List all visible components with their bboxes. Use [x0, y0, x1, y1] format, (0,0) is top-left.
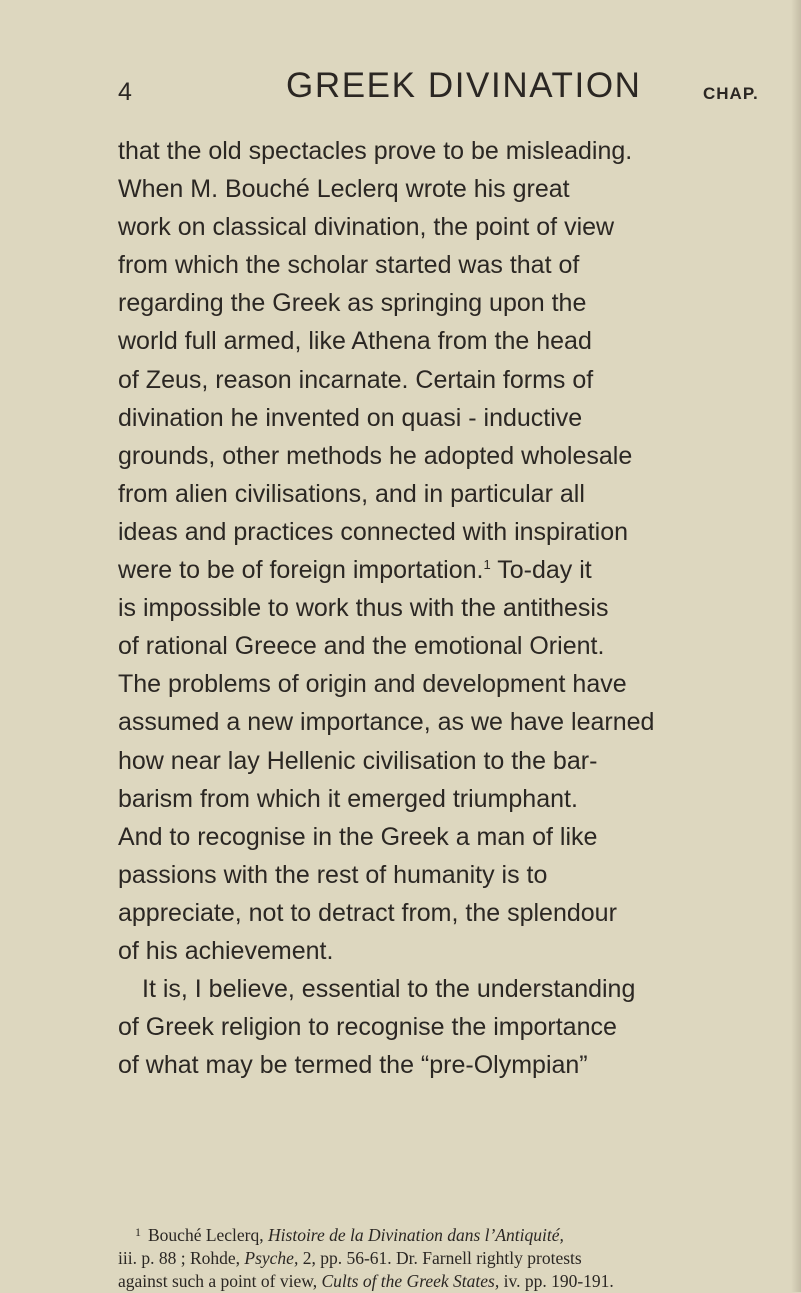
text-line: of Greek religion to recognise the importance: [118, 1013, 617, 1042]
text-line: from which the scholar started was that of: [118, 251, 580, 280]
footnote-text: 2, pp. 56-61. Dr. Farnell rightly protests: [298, 1248, 582, 1268]
footnote-title: Psyche,: [244, 1248, 299, 1268]
footnote-text: Bouché Leclerq,: [148, 1225, 269, 1245]
footnote-text: iii. p. 88 ; Rohde,: [118, 1248, 245, 1268]
footnote-text: iv. pp. 190-191.: [499, 1271, 614, 1291]
text-line: assumed a new importance, as we have learned: [118, 708, 655, 737]
text-line: of what may be termed the “pre-Olympian”: [118, 1051, 588, 1080]
footnotes: [118, 1224, 768, 1293]
text-line: regarding the Greek as springing upon the: [118, 289, 587, 318]
text-line: When M. Bouché Leclerq wrote his great: [118, 175, 570, 204]
text-line: how near lay Hellenic civilisation to the bar-: [118, 746, 598, 775]
footnote-line: [118, 1270, 768, 1293]
footnote-reference[interactable]: 1: [483, 557, 491, 573]
footnote-title: Cults of the Greek States,: [321, 1271, 500, 1291]
text-line: that the old spectacles prove to be misleading.: [118, 137, 633, 165]
text-line: appreciate, not to detract from, the splendour: [118, 898, 617, 927]
text-line: passions with the rest of humanity is to: [118, 860, 548, 889]
footnote-text: against such a point of view,: [118, 1271, 322, 1291]
text-line: And to recognise in the Greek a man of like: [118, 822, 598, 851]
text-line: It is, I believe, essential to the understanding: [142, 975, 636, 1004]
text-line-with-footnote: [118, 551, 768, 589]
text-line: grounds, other methods he adopted wholesale: [118, 441, 633, 470]
footnote-number: 1: [135, 1225, 141, 1239]
text-line: world full armed, like Athena from the head: [118, 327, 592, 356]
text-line: The problems of origin and development have: [118, 670, 627, 699]
text-line: of his achievement.: [118, 936, 334, 965]
running-title: GREEK DIVINATION: [286, 66, 642, 105]
body-text: [118, 132, 768, 1084]
page-number: 4: [118, 78, 133, 106]
text-line-end: To-day it: [490, 556, 592, 585]
footnote-line: [118, 1224, 768, 1247]
running-header: [118, 66, 768, 110]
footnote-title: Histoire de la Divination dans l’Antiquité,: [268, 1225, 564, 1245]
footnote-line: [118, 1247, 768, 1270]
text-line: of Zeus, reason incarnate. Certain forms of: [118, 365, 594, 394]
chapter-abbrev: CHAP.: [703, 84, 759, 103]
text-line: work on classical divination, the point of view: [118, 213, 615, 242]
text-line: from alien civilisations, and in particular all: [118, 479, 585, 508]
text-line: is impossible to work thus with the antithesis: [118, 594, 609, 623]
text-line: divination he invented on quasi - inductive: [118, 403, 583, 432]
text-line-start: were to be of foreign importation.: [118, 556, 484, 585]
page-edge-shadow: [791, 0, 801, 1292]
text-line: ideas and practices connected with inspiration: [118, 517, 629, 546]
text-line: barism from which it emerged triumphant.: [118, 784, 578, 813]
text-line: of rational Greece and the emotional Orient.: [118, 632, 605, 661]
